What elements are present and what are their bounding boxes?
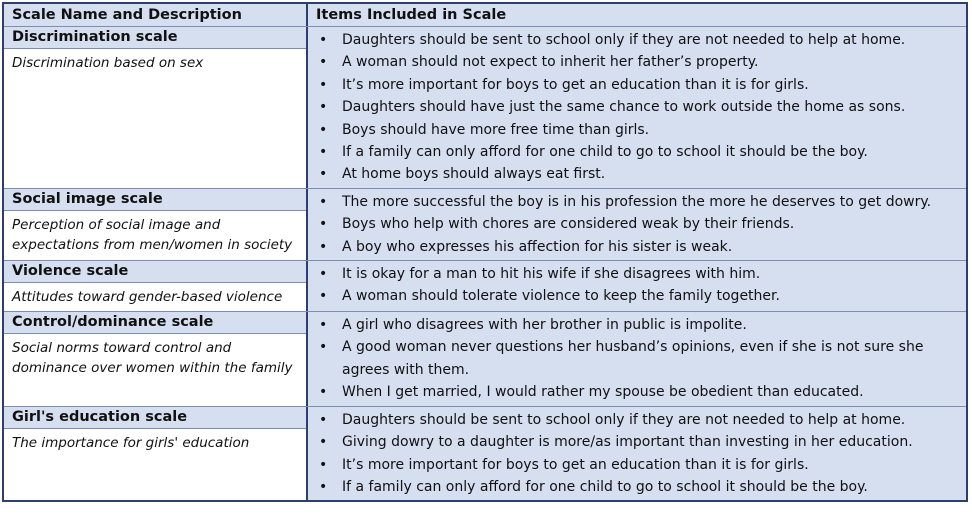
- list-item: • Boys should have more free time than girls.: [316, 119, 958, 141]
- scale-description: The importance for girls' education: [4, 429, 306, 501]
- list-item: • It’s more important for boys to get an education than it is for girls.: [316, 74, 958, 96]
- list-item: • A girl who disagrees with her brother in public is impolite.: [316, 314, 958, 336]
- list-item: • When I get married, I would rather my spouse be obedient than educated.: [316, 381, 958, 403]
- items-list: [308, 312, 966, 406]
- items-cell: [308, 261, 966, 311]
- items-cell: [308, 189, 966, 260]
- scale-description: Social norms toward control and dominance over women within the family: [4, 334, 306, 406]
- list-item: • A boy who expresses his affection for his sister is weak.: [316, 236, 958, 258]
- list-item: • It’s more important for boys to get an education than it is for girls.: [316, 454, 958, 476]
- scale-name: Social image scale: [4, 189, 306, 211]
- list-item: • A woman should not expect to inherit her father’s property.: [316, 51, 958, 73]
- scale-description: Perception of social image and expectations from men/women in society: [4, 211, 306, 260]
- scale-description: Attitudes toward gender-based violence: [4, 283, 306, 311]
- table-row: [4, 311, 966, 406]
- table-row: [4, 26, 966, 188]
- list-item: • It is okay for a man to hit his wife if she disagrees with him.: [316, 263, 958, 285]
- scale-cell: [4, 27, 308, 188]
- table-row: [4, 406, 966, 501]
- scale-name: Control/dominance scale: [4, 312, 306, 334]
- list-item: • If a family can only afford for one child to go to school it should be the boy.: [316, 476, 958, 498]
- table-header-row: [4, 4, 966, 26]
- list-item: • If a family can only afford for one child to go to school it should be the boy.: [316, 141, 958, 163]
- scale-cell: [4, 189, 308, 260]
- items-list: [308, 27, 966, 188]
- scale-cell: [4, 261, 308, 311]
- scale-name: Discrimination scale: [4, 27, 306, 49]
- scale-description: Discrimination based on sex: [4, 49, 306, 188]
- header-items: Items Included in Scale: [308, 4, 966, 26]
- scale-name: Violence scale: [4, 261, 306, 283]
- items-list: [308, 261, 966, 310]
- scale-cell: [4, 407, 308, 501]
- scale-name: Girl's education scale: [4, 407, 306, 429]
- list-item: • Daughters should be sent to school only if they are not needed to help at home.: [316, 29, 958, 51]
- list-item: • A woman should tolerate violence to keep the family together.: [316, 285, 958, 307]
- header-scale-name: Scale Name and Description: [4, 4, 308, 26]
- list-item: • Daughters should have just the same chance to work outside the home as sons.: [316, 96, 958, 118]
- items-list: [308, 407, 966, 501]
- scale-cell: [4, 312, 308, 406]
- list-item: • The more successful the boy is in his profession the more he deserves to get dowry.: [316, 191, 958, 213]
- items-cell: [308, 312, 966, 406]
- table-row: [4, 260, 966, 311]
- scales-table: [2, 2, 968, 502]
- list-item: • A good woman never questions her husband’s opinions, even if she is not sure she agrees with them.: [316, 336, 958, 381]
- table-row: [4, 188, 966, 260]
- list-item: • Daughters should be sent to school only if they are not needed to help at home.: [316, 409, 958, 431]
- list-item: • Boys who help with chores are considered weak by their friends.: [316, 213, 958, 235]
- items-cell: [308, 407, 966, 501]
- list-item: • Giving dowry to a daughter is more/as important than investing in her education.: [316, 431, 958, 453]
- list-item: • At home boys should always eat first.: [316, 163, 958, 185]
- items-list: [308, 189, 966, 260]
- items-cell: [308, 27, 966, 188]
